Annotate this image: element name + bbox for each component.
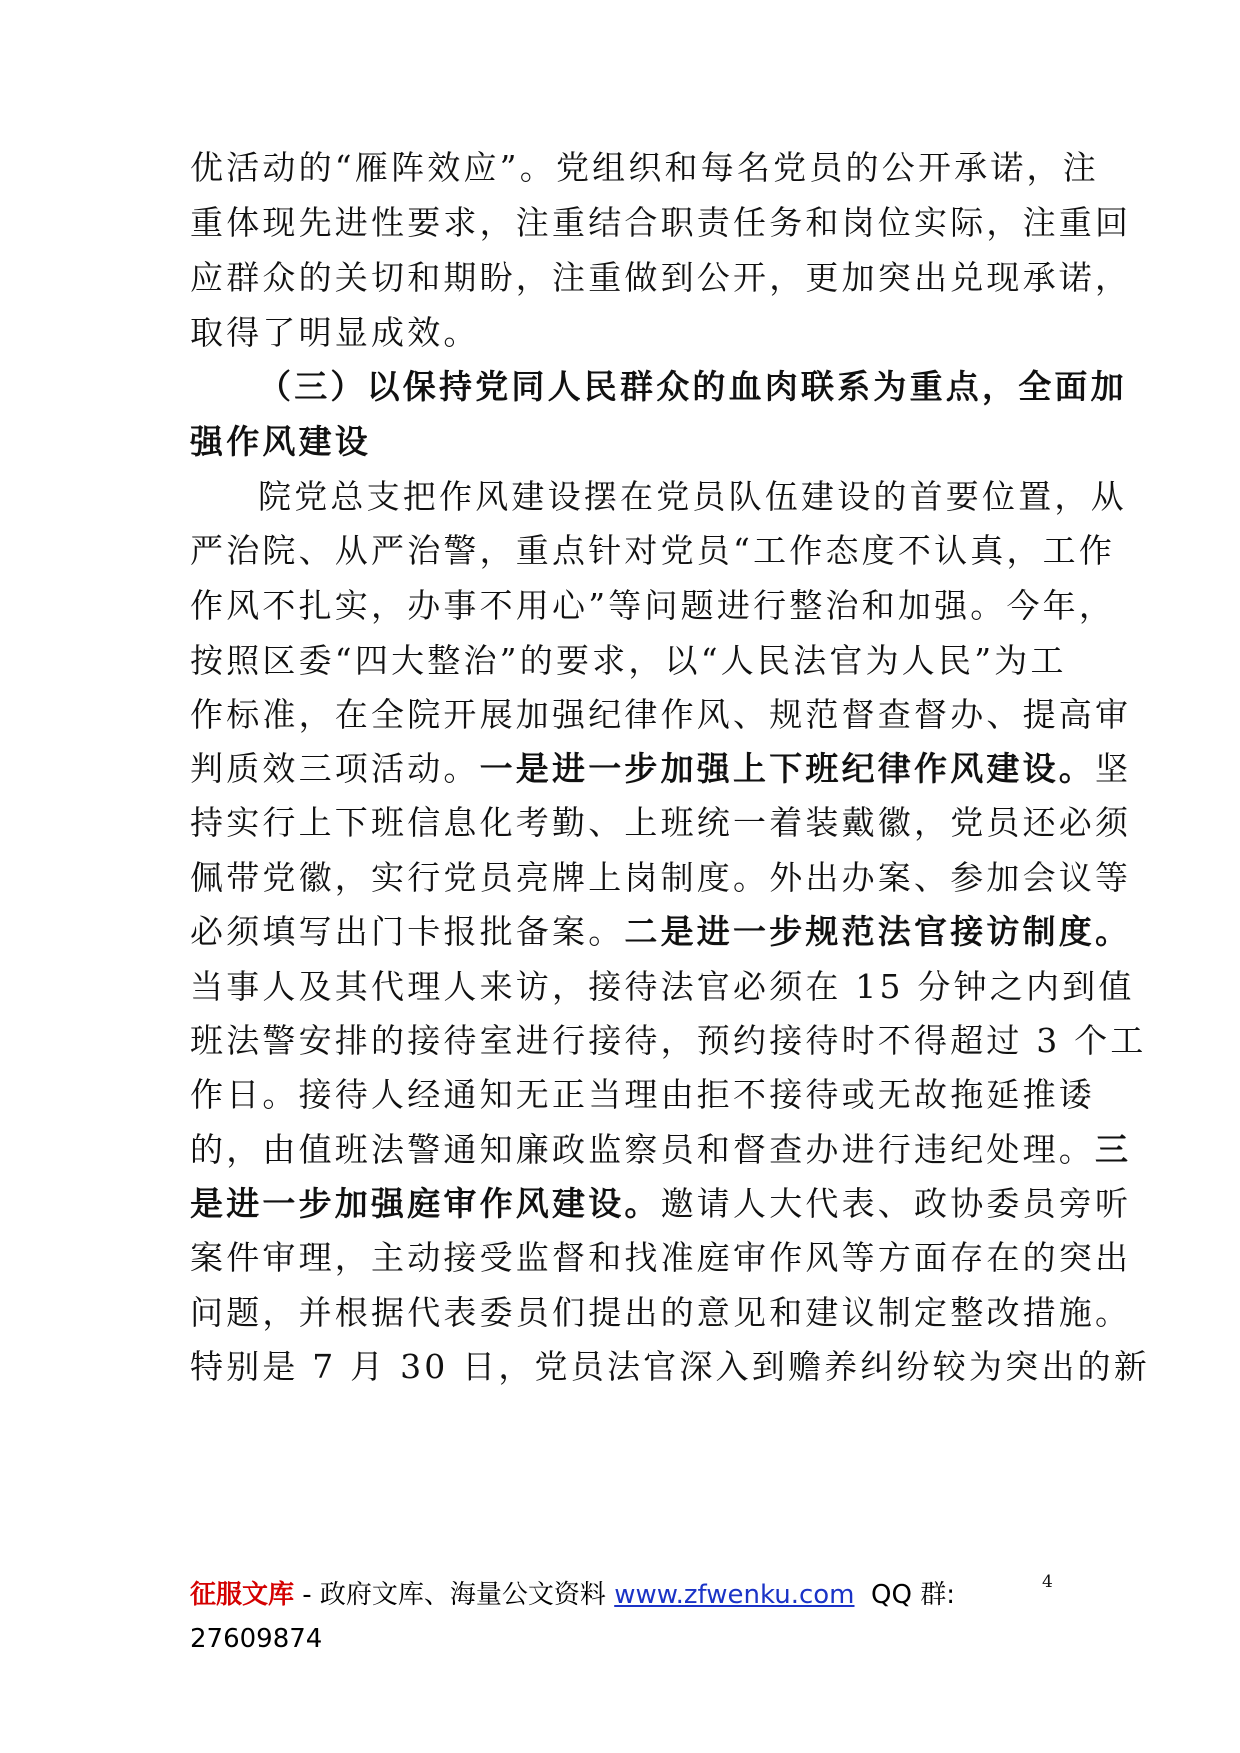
- paragraph-line: 取得了明显成效。: [190, 313, 480, 352]
- bold-emphasis: 二是进一步规范法官接访制度。: [624, 912, 1132, 951]
- bold-emphasis: 三: [1095, 1130, 1132, 1169]
- paragraph-line: [190, 749, 1132, 789]
- paragraph-line: [190, 912, 1132, 952]
- text-span: 坚: [1095, 749, 1132, 788]
- paragraph-line: 应群众的关切和期盼，注重做到公开，更加突出兑现承诺，: [190, 258, 1132, 297]
- paragraph-line: 作日。接待人经通知无正当理由拒不接待或无故拖延推诿: [190, 1075, 1095, 1114]
- footer-link[interactable]: www.zfwenku.com: [614, 1580, 855, 1610]
- bold-emphasis: 一是进一步加强上下班纪律作风建设。: [479, 749, 1096, 788]
- bold-emphasis: 是进一步加强庭审作风建设。: [190, 1184, 661, 1223]
- footer-tagline: - 政府文库、海量公文资料: [294, 1580, 615, 1610]
- footer-brand: 征服文库: [190, 1580, 295, 1610]
- footer-qq-number: 27609874: [190, 1624, 323, 1654]
- paragraph-line: 按照区委“四大整治”的要求，以“人民法官为人民”为工: [190, 641, 1067, 680]
- text-span: 的，由值班法警通知廉政监察员和督查办进行违纪处理。: [190, 1130, 1095, 1169]
- paragraph-line: 案件审理，主动接受监督和找准庭审作风等方面存在的突出: [190, 1238, 1132, 1277]
- text-span: 判质效三项活动。: [190, 749, 480, 788]
- paragraph-line: 持实行上下班信息化考勤、上班统一着装戴徽，党员还必须: [190, 803, 1132, 842]
- paragraph-line: 作风不扎实，办事不用心”等问题进行整治和加强。今年，: [190, 586, 1116, 625]
- section-heading: （三）以保持党同人民群众的血肉联系为重点，全面加: [258, 367, 1127, 406]
- paragraph-line: 优活动的“雁阵效应”。党组织和每名党员的公开承诺，注: [190, 148, 1099, 187]
- paragraph-line: 重体现先进性要求，注重结合职责任务和岗位实际，注重回: [190, 203, 1132, 242]
- paragraph-line: 院党总支把作风建设摆在党员队伍建设的首要位置，从: [258, 477, 1127, 516]
- paragraph-line: [190, 1184, 1132, 1224]
- paragraph-line: 当事人及其代理人来访，接待法官必须在 15 分钟之内到值: [190, 967, 1135, 1006]
- footer: [190, 1578, 1060, 1612]
- text-span: 邀请人大代表、政协委员旁听: [660, 1184, 1132, 1223]
- paragraph-line: [190, 1130, 1132, 1170]
- page-number: 4: [1042, 1572, 1053, 1592]
- paragraph-line: 班法警安排的接待室进行接待，预约接待时不得超过 3 个工: [190, 1021, 1147, 1060]
- paragraph-line: 作标准，在全院开展加强纪律作风、规范督查督办、提高审: [190, 695, 1132, 734]
- text-span: 必须填写出门卡报批备案。: [190, 912, 625, 951]
- paragraph-line: 严治院、从严治警，重点针对党员“工作态度不认真，工作: [190, 531, 1116, 570]
- paragraph-line: 问题，并根据代表委员们提出的意见和建议制定整改措施。: [190, 1293, 1132, 1332]
- paragraph-line: 特别是 7 月 30 日，党员法官深入到赡养纠纷较为突出的新: [190, 1347, 1150, 1386]
- footer-qq-label: QQ 群:: [854, 1580, 955, 1610]
- section-heading: 强作风建设: [190, 422, 371, 461]
- paragraph-line: 佩带党徽，实行党员亮牌上岗制度。外出办案、参加会议等: [190, 858, 1132, 897]
